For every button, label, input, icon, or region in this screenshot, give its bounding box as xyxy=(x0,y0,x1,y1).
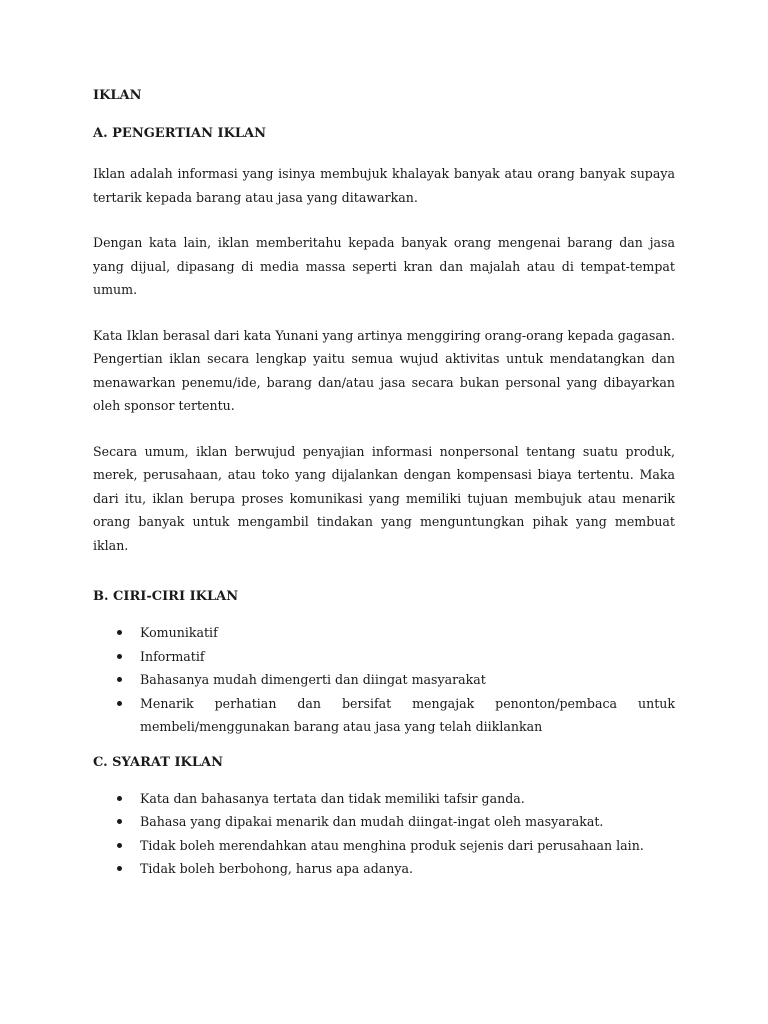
list-item-text: Bahasa yang dipakai menarik dan mudah diingat-ingat oleh masyarakat. xyxy=(140,814,604,829)
list-item xyxy=(93,834,675,858)
list-item xyxy=(93,692,675,739)
list-item-text: Tidak boleh merendahkan atau menghina produk sejenis dari perusahaan lain. xyxy=(140,837,644,853)
list-item xyxy=(93,857,675,881)
list-item-text: Tidak boleh berbohong, harus apa adanya. xyxy=(140,861,414,876)
list-item xyxy=(93,668,675,692)
section-a-paragraph-3: Kata Iklan berasal dari kata Yunani yang artinya menggiring orang-orang kepada gagasan. Pengertian iklan secara lengkap yaitu semua wujud aktivitas untuk mendatangkan dan menawarkan penemu/ide, barang dan/atau jasa secara bukan personal yang dibayarkan oleh sponsor tertentu. xyxy=(93,327,675,413)
section-b-list xyxy=(93,621,675,739)
bullet-icon xyxy=(117,701,122,706)
bullet-icon xyxy=(117,866,122,871)
list-item-text: Informatif xyxy=(140,648,205,664)
bullet-icon xyxy=(117,654,122,659)
section-a-paragraph-2: Dengan kata lain, iklan memberitahu kepada banyak orang mengenai barang dan jasa yang dijual, dipasang di media massa seperti kran dan majalah atau di tempat-tempat umum. xyxy=(93,235,675,297)
document-page xyxy=(93,86,675,895)
section-b-heading: B. CIRI-CIRI IKLAN xyxy=(93,589,239,604)
document-title: IKLAN xyxy=(93,88,142,103)
bullet-icon xyxy=(117,819,122,824)
list-item xyxy=(93,787,675,811)
list-item-text: Komunikatif xyxy=(140,625,218,640)
bullet-icon xyxy=(117,843,122,848)
list-item-text: Kata dan bahasanya tertata dan tidak memiliki tafsir ganda. xyxy=(140,790,525,806)
section-c-heading: C. SYARAT IKLAN xyxy=(93,754,223,770)
section-c-list xyxy=(93,787,675,881)
bullet-icon xyxy=(117,630,122,635)
bullet-icon xyxy=(117,677,122,682)
list-item xyxy=(93,621,675,645)
list-item-text: Bahasanya mudah dimengerti dan diingat masyarakat xyxy=(140,672,486,687)
list-item-text: Menarik perhatian dan bersifat mengajak penonton/pembaca untuk membeli/menggunakan barang atau jasa yang telah diiklankan xyxy=(140,695,675,734)
list-item xyxy=(93,810,675,834)
section-a-heading: A. PENGERTIAN IKLAN xyxy=(93,126,267,141)
section-a-paragraph-4: Secara umum, iklan berwujud penyajian informasi nonpersonal tentang suatu produk, merek, perusahaan, atau toko yang dijalankan dengan kompensasi biaya tertentu. Maka dari itu, iklan berupa proses komunikasi yang memiliki tujuan membujuk atau menarik orang banyak untuk mengambil tindakan yang menguntungkan pihak yang membuat iklan. xyxy=(93,443,675,553)
list-item xyxy=(93,645,675,669)
bullet-icon xyxy=(117,796,122,801)
section-a-paragraph-1: Iklan adalah informasi yang isinya membujuk khalayak banyak atau orang banyak supaya tertarik kepada barang atau jasa yang ditawarkan. xyxy=(93,166,675,205)
